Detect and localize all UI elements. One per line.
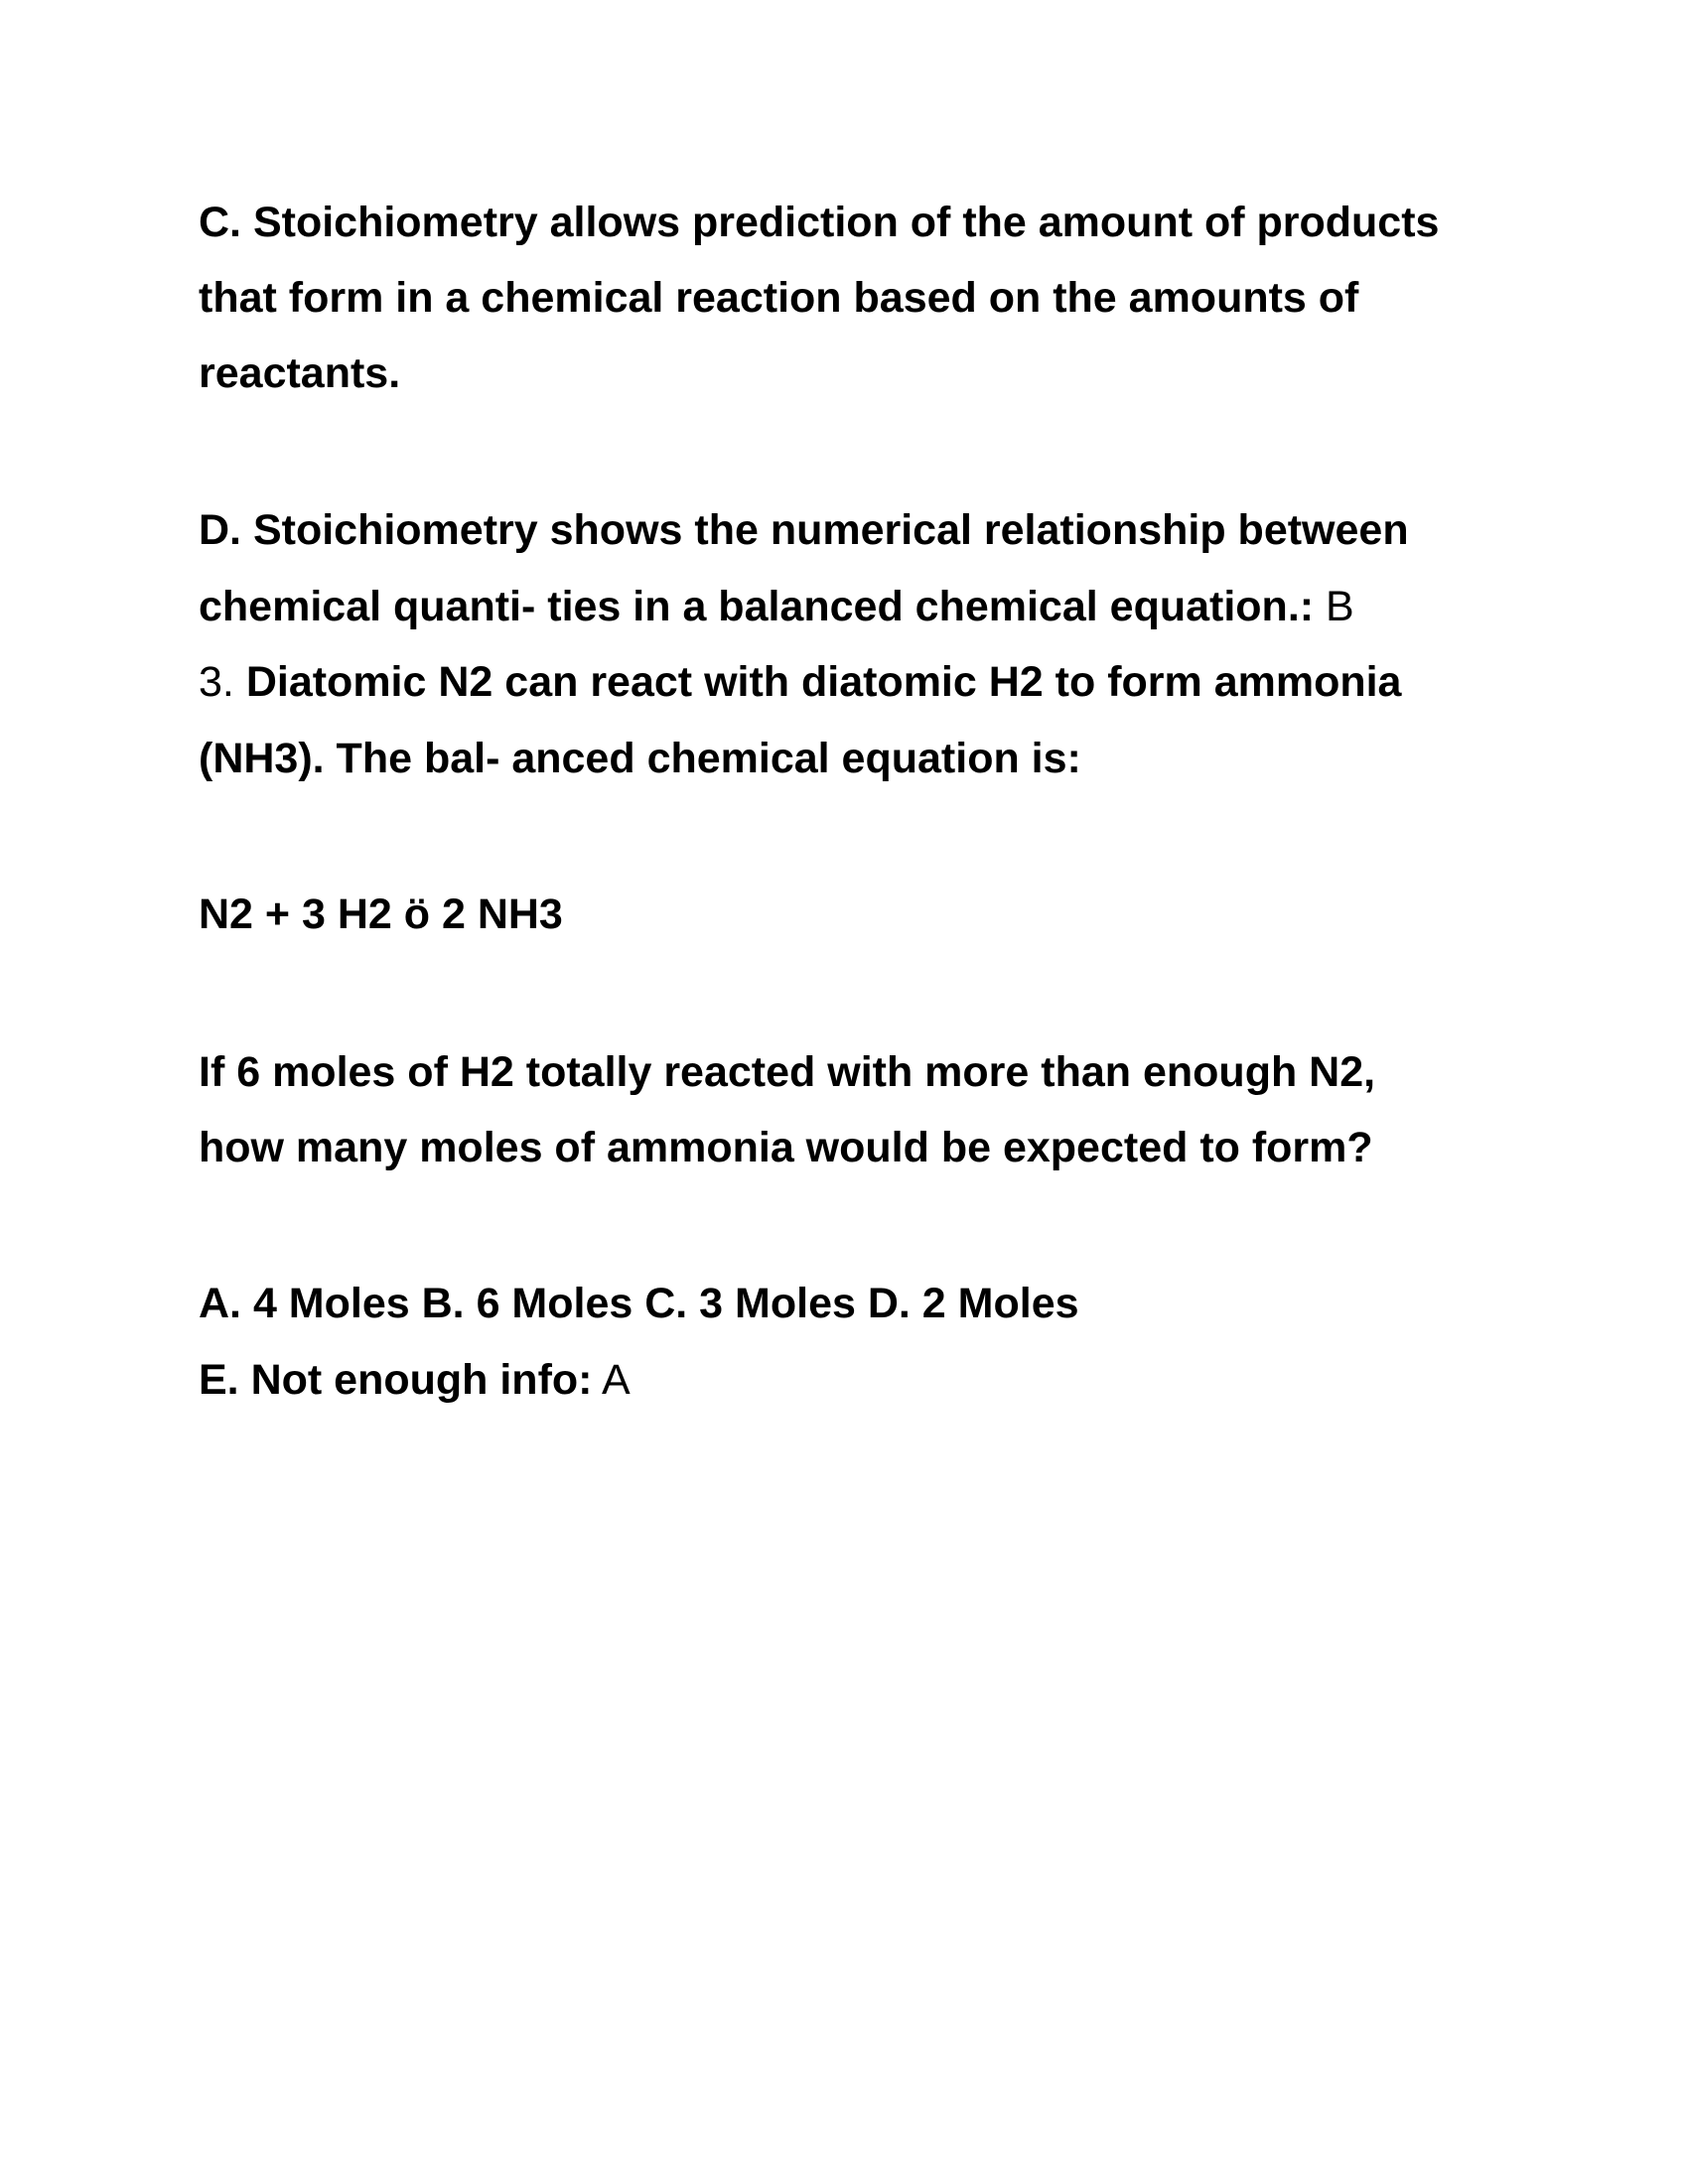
option-c-line-3: reactants.: [199, 349, 401, 397]
question-3-line-2: (NH3). The bal- anced chemical equation is:: [199, 735, 1081, 782]
answer-key-q3: A: [592, 1356, 631, 1404]
option-d-line-1: D. Stoichiometry shows the numerical relationship between: [199, 506, 1409, 554]
question-3-line-1: [199, 658, 1401, 707]
answer-choices-line-1: A. 4 Moles B. 6 Moles C. 3 Moles D. 2 Moles: [199, 1280, 1079, 1327]
answer-key-q2: B: [1314, 583, 1354, 630]
option-d-line-2-text: chemical quanti- ties in a balanced chemical equation.:: [199, 583, 1315, 630]
question-3-prompt-line-1: If 6 moles of H2 totally reacted with more than enough N2,: [199, 1048, 1376, 1096]
question-3-text: Diatomic N2 can react with diatomic H2 to form ammonia: [233, 658, 1402, 706]
option-d-line-2: [199, 583, 1354, 631]
option-c-line-2: that form in a chemical reaction based on the amounts of: [199, 274, 1359, 322]
question-3-prompt-line-2: how many moles of ammonia would be expected to form?: [199, 1124, 1373, 1171]
choice-e-text: E. Not enough info:: [199, 1356, 593, 1404]
chemical-equation: N2 + 3 H2 ö 2 NH3: [199, 890, 563, 938]
question-3-number: 3.: [199, 658, 234, 706]
answer-choices-line-2: [199, 1356, 631, 1405]
option-c-line-1: C. Stoichiometry allows prediction of the amount of products: [199, 199, 1440, 246]
